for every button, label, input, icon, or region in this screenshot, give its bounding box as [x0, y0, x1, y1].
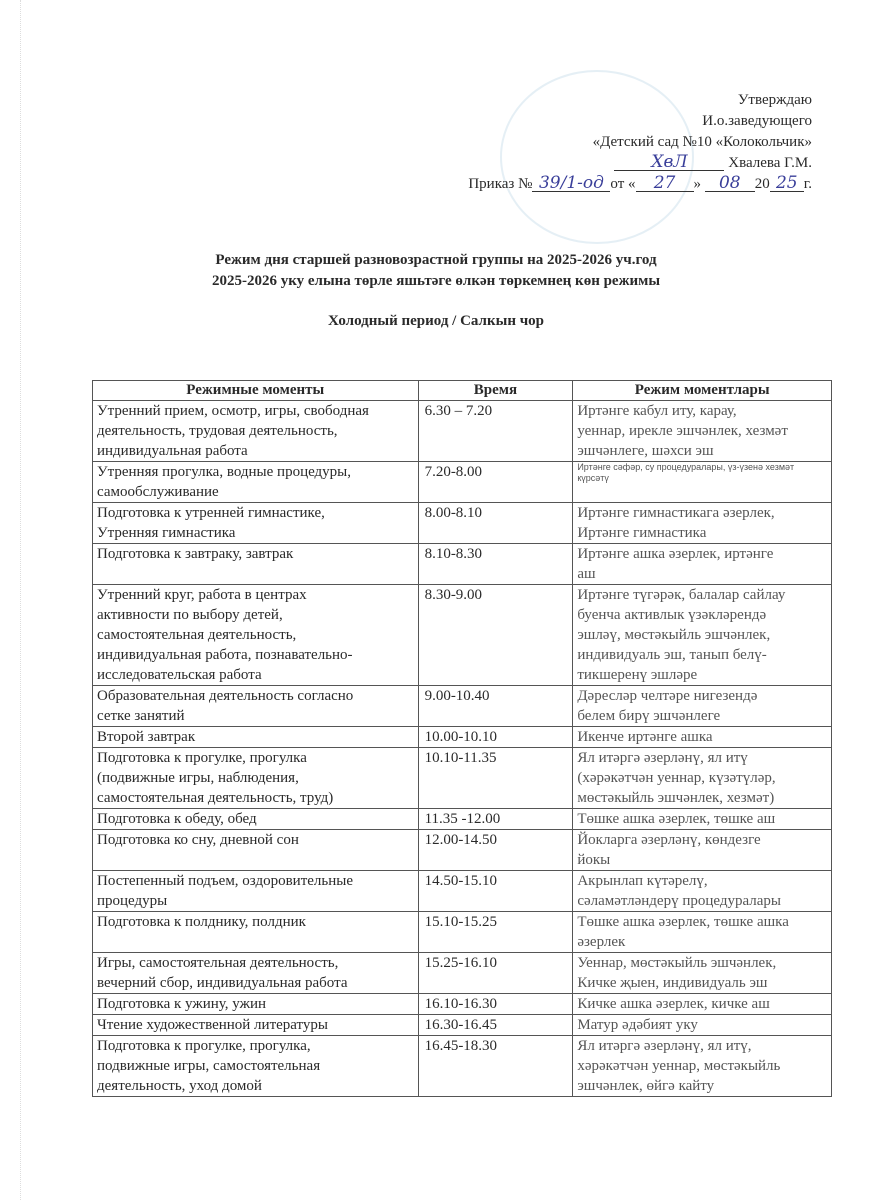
cell-moment: Подготовка к прогулке, прогулка (подвижные игры, наблюдения, самостоятельная деятельность, труд) [93, 748, 419, 809]
order-line [468, 174, 812, 195]
cell-moment: Постепенный подъем, оздоровительные процедуры [93, 871, 419, 912]
cell-moment: Второй завтрак [93, 727, 419, 748]
table-row [93, 1015, 832, 1036]
period-title: Холодный период / Салкын чор [327, 313, 545, 329]
cell-moment: Подготовка к обеду, обед [93, 809, 419, 830]
table-row [93, 585, 832, 686]
table-row [93, 544, 832, 585]
cell-time: 14.50-15.10 [418, 871, 573, 912]
cell-moment: Утренняя прогулка, водные процедуры, самообслуживание [93, 462, 419, 503]
director-name: Хвалева Г.М. [728, 155, 812, 171]
cell-moment-tt: Төшке ашка әзерлек, төшке ашка әзерлек [573, 912, 832, 953]
cell-time: 10.00-10.10 [418, 727, 573, 748]
table-row [93, 830, 832, 871]
cell-moment-tt: Матур әдәбият уку [573, 1015, 832, 1036]
quote-close: » [693, 176, 702, 192]
approval-line3: «Детский сад №10 «Колокольчик» [592, 134, 812, 150]
approval-line1: Утверждаю [737, 92, 812, 108]
cell-moment: Чтение художественной литературы [93, 1015, 419, 1036]
title-tt: 2025-2026 уку елына төрле яшьтәге өлкән төркемнең көн режимы [211, 273, 661, 289]
table-row [93, 1036, 832, 1097]
approval-block [468, 90, 812, 195]
header-moments-tt: Режим моментлары [573, 381, 832, 401]
order-year: 25 [770, 175, 804, 192]
cell-time: 10.10-11.35 [418, 748, 573, 809]
cell-time: 16.45-18.30 [418, 1036, 573, 1097]
schedule-table [92, 380, 832, 1097]
signature-line [468, 153, 812, 174]
title-ru: Режим дня старшей разновозрастной группы на 2025-2026 уч.год [215, 252, 657, 268]
cell-moment: Игры, самостоятельная деятельность, вечерний сбор, индивидуальная работа [93, 953, 419, 994]
order-month: 08 [705, 175, 755, 192]
cell-moment-tt: Төшке ашка әзерлек, төшке аш [573, 809, 832, 830]
cell-moment-tt: Ял итәргә әзерләнү, ял итү, хәрәкәтчән уеннар, мөстәкыйль эшчәнлек, өйгә кайту [573, 1036, 832, 1097]
order-from: от « [610, 176, 636, 192]
table-row [93, 871, 832, 912]
table-row [93, 953, 832, 994]
cell-moment: Утренний прием, осмотр, игры, свободная деятельность, трудовая деятельность, индивидуальная работа [93, 401, 419, 462]
cell-time: 6.30 – 7.20 [418, 401, 573, 462]
table-row [93, 462, 832, 503]
scan-edge [20, 0, 22, 1200]
cell-moment-tt: Икенче иртәнге ашка [573, 727, 832, 748]
order-number: 39/1-од [532, 175, 610, 192]
cell-time: 15.10-15.25 [418, 912, 573, 953]
cell-moment-tt: Иртәнге ашка әзерлек, иртәнге аш [573, 544, 832, 585]
cell-moment: Подготовка к полднику, полдник [93, 912, 419, 953]
cell-moment: Подготовка ко сну, дневной сон [93, 830, 419, 871]
header-moments: Режимные моменты [93, 381, 419, 401]
table-row [93, 912, 832, 953]
cell-moment: Образовательная деятельность согласно сетке занятий [93, 686, 419, 727]
cell-moment: Подготовка к утренней гимнастике, Утренняя гимнастика [93, 503, 419, 544]
table-row [93, 686, 832, 727]
year-prefix: 20 [754, 176, 770, 192]
year-end: г. [803, 176, 812, 192]
cell-time: 11.35 -12.00 [418, 809, 573, 830]
order-day: 27 [636, 175, 694, 192]
cell-moment-tt: Иртәнге сәфәр, су процедуралары, үз-үзенә хезмәт күрсәтү [573, 462, 832, 503]
signature: ХвЛ [614, 154, 724, 171]
cell-time: 8.10-8.30 [418, 544, 573, 585]
table-row [93, 401, 832, 462]
table-row [93, 994, 832, 1015]
cell-time: 9.00-10.40 [418, 686, 573, 727]
cell-time: 16.30-16.45 [418, 1015, 573, 1036]
table-row [93, 503, 832, 544]
cell-moment-tt: Иртәнге түгәрәк, балалар сайлау буенча активлык үзәкләрендә эшләү, мөстәкыйль эшчәнлек, индивидуаль эш, танып белү- тикшеренү эшләре [573, 585, 832, 686]
header-time: Время [418, 381, 573, 401]
approval-line2: И.о.заведующего [702, 113, 812, 129]
table-row [93, 809, 832, 830]
cell-moment-tt: Акрынлап күтәрелү, сәламәтләндерү процедуралары [573, 871, 832, 912]
cell-moment: Подготовка к завтраку, завтрак [93, 544, 419, 585]
cell-time: 8.00-8.10 [418, 503, 573, 544]
cell-moment-tt: Йокларга әзерләнү, көндезге йокы [573, 830, 832, 871]
cell-moment-tt: Кичке ашка әзерлек, кичке аш [573, 994, 832, 1015]
cell-time: 8.30-9.00 [418, 585, 573, 686]
cell-moment-tt: Иртәнге кабул иту, карау, уеннар, ирекле эшчәнлек, хезмәт эшчәнлеге, шәхси эш [573, 401, 832, 462]
cell-time: 7.20-8.00 [418, 462, 573, 503]
cell-moment: Подготовка к прогулке, прогулка, подвижные игры, самостоятельная деятельность, уход домой [93, 1036, 419, 1097]
table-row [93, 748, 832, 809]
cell-moment-tt: Иртәнге гимнастикага әзерлек, Иртәнге гимнастика [573, 503, 832, 544]
document-title [0, 250, 872, 292]
table-header [93, 381, 832, 401]
cell-time: 12.00-14.50 [418, 830, 573, 871]
cell-moment-tt: Ял итәргә әзерләнү, ял итү (хәрәкәтчән уеннар, күзәтүләр, мөстәкыйль эшчәнлек, хезмәт) [573, 748, 832, 809]
table-row [93, 727, 832, 748]
cell-moment: Подготовка к ужину, ужин [93, 994, 419, 1015]
cell-time: 15.25-16.10 [418, 953, 573, 994]
cell-moment: Утренний круг, работа в центрах активности по выбору детей, самостоятельная деятельность, индивидуальная работа, познавательно- исследовательская работа [93, 585, 419, 686]
cell-moment-tt: Дәресләр челтәре нигезендә белем бирү эшчәнлеге [573, 686, 832, 727]
cell-moment-tt: Уеннар, мөстәкыйль эшчәнлек, Кичке җыен, индивидуаль эш [573, 953, 832, 994]
cell-time: 16.10-16.30 [418, 994, 573, 1015]
order-prefix: Приказ № [468, 176, 533, 192]
